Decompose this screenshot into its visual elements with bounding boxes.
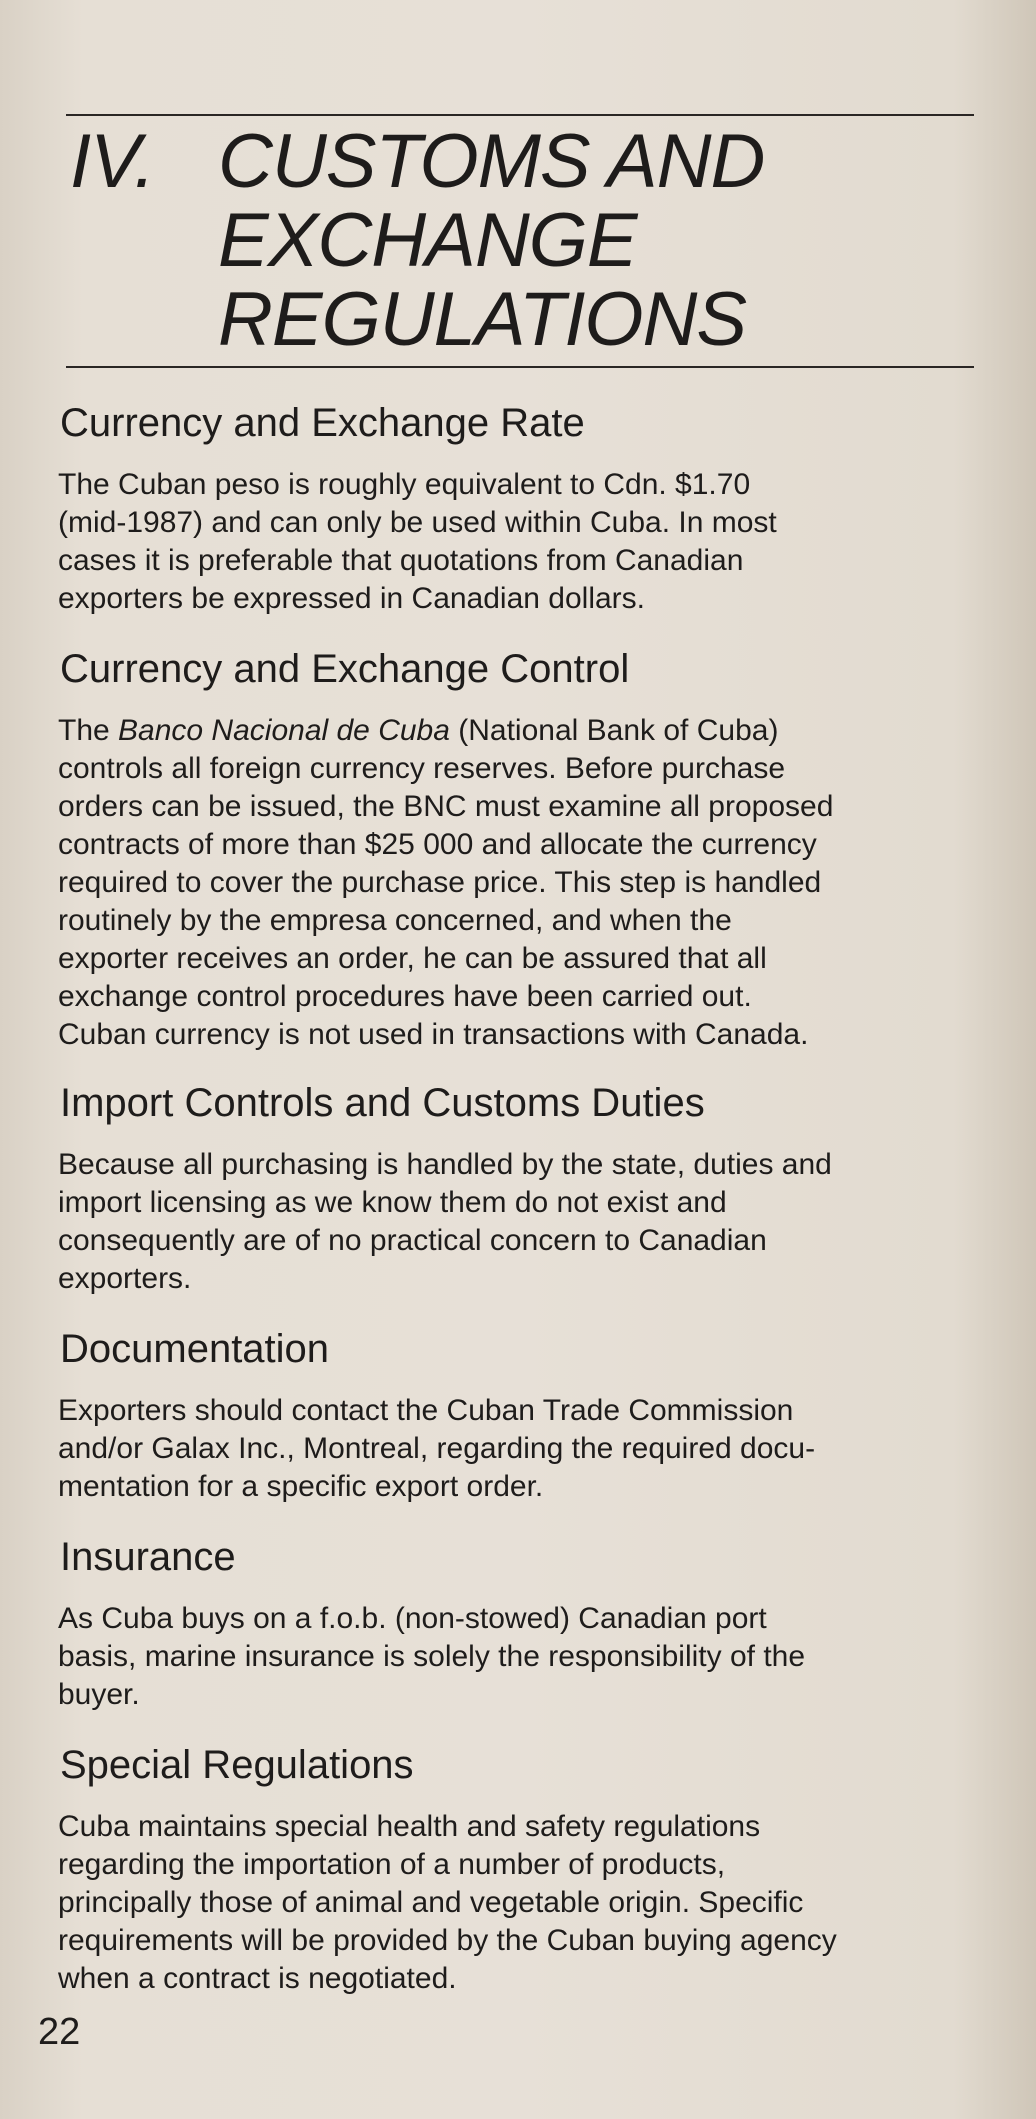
body-line: contracts of more than $25 000 and allocate the currency: [58, 828, 817, 861]
body-line: requirements will be provided by the Cuban buying agency: [58, 1924, 837, 1957]
body-line: Because all purchasing is handled by the state, duties and: [58, 1148, 832, 1181]
body-line: exporter receives an order, he can be assured that all: [58, 942, 767, 975]
body-line: mentation for a specific export order.: [58, 1470, 544, 1503]
body-line: [58, 712, 978, 750]
body-line: controls all foreign currency reserves. Before purchase: [58, 752, 786, 785]
section-heading-import-controls: Import Controls and Customs Duties: [60, 1081, 705, 1125]
section-heading-insurance: Insurance: [60, 1535, 236, 1579]
body-line: Cuban currency is not used in transactions with Canada.: [58, 1018, 809, 1051]
section-body-insurance: [58, 1600, 978, 1714]
section-heading-currency-exchange-control: Currency and Exchange Control: [60, 647, 630, 691]
body-line: exporters.: [58, 1262, 192, 1295]
body-line: regarding the importation of a number of products,: [58, 1848, 726, 1881]
top-rule: [66, 114, 974, 116]
section-body-documentation: [58, 1392, 978, 1506]
bottom-rule: [66, 366, 974, 368]
body-line: routinely by the empresa concerned, and when the: [58, 904, 732, 937]
section-heading-special-regulations: Special Regulations: [60, 1743, 414, 1787]
body-line: principally those of animal and vegetable origin. Specific: [58, 1886, 804, 1919]
body-line: import licensing as we know them do not exist and: [58, 1186, 727, 1219]
body-line: consequently are of no practical concern to Canadian: [58, 1224, 767, 1257]
body-line: required to cover the purchase price. This step is handled: [58, 866, 822, 899]
bank-name-italic: Banco Nacional de Cuba: [118, 714, 450, 747]
body-line: when a contract is negotiated.: [58, 1962, 457, 1995]
chapter-title-line: REGULATIONS: [218, 277, 747, 362]
section-body-currency-exchange-rate: [58, 466, 978, 618]
section-body-import-controls: [58, 1146, 978, 1298]
body-line: As Cuba buys on a f.o.b. (non-stowed) Canadian port: [58, 1602, 767, 1635]
chapter-number: IV.: [70, 119, 155, 204]
body-line: buyer.: [58, 1678, 140, 1711]
body-line: and/or Galax Inc., Montreal, regarding the required docu-: [58, 1432, 816, 1465]
body-line: exchange control procedures have been carried out.: [58, 980, 752, 1013]
body-line: Cuba maintains special health and safety regulations: [58, 1810, 761, 1843]
body-text: (National Bank of Cuba): [449, 714, 779, 747]
body-text: The: [58, 714, 119, 747]
body-line: basis, marine insurance is solely the responsibility of the: [58, 1640, 806, 1673]
section-body-currency-exchange-control: [58, 712, 978, 1054]
chapter-title-line: CUSTOMS AND: [218, 119, 765, 204]
page-number: 22: [38, 2011, 81, 2053]
body-line: The Cuban peso is roughly equivalent to Cdn. $1.70: [58, 468, 751, 501]
body-line: Exporters should contact the Cuban Trade Commission: [58, 1394, 794, 1427]
body-line: cases it is preferable that quotations from Canadian: [58, 544, 744, 577]
body-line: exporters be expressed in Canadian dollars.: [58, 582, 646, 615]
section-body-special-regulations: [58, 1808, 978, 1998]
body-line: (mid-1987) and can only be used within Cuba. In most: [58, 506, 777, 539]
body-line: orders can be issued, the BNC must examine all proposed: [58, 790, 834, 823]
section-heading-documentation: Documentation: [60, 1327, 330, 1371]
chapter-title: [218, 119, 765, 362]
chapter-title-line: EXCHANGE: [218, 198, 637, 283]
section-heading-currency-exchange-rate: Currency and Exchange Rate: [60, 401, 585, 445]
